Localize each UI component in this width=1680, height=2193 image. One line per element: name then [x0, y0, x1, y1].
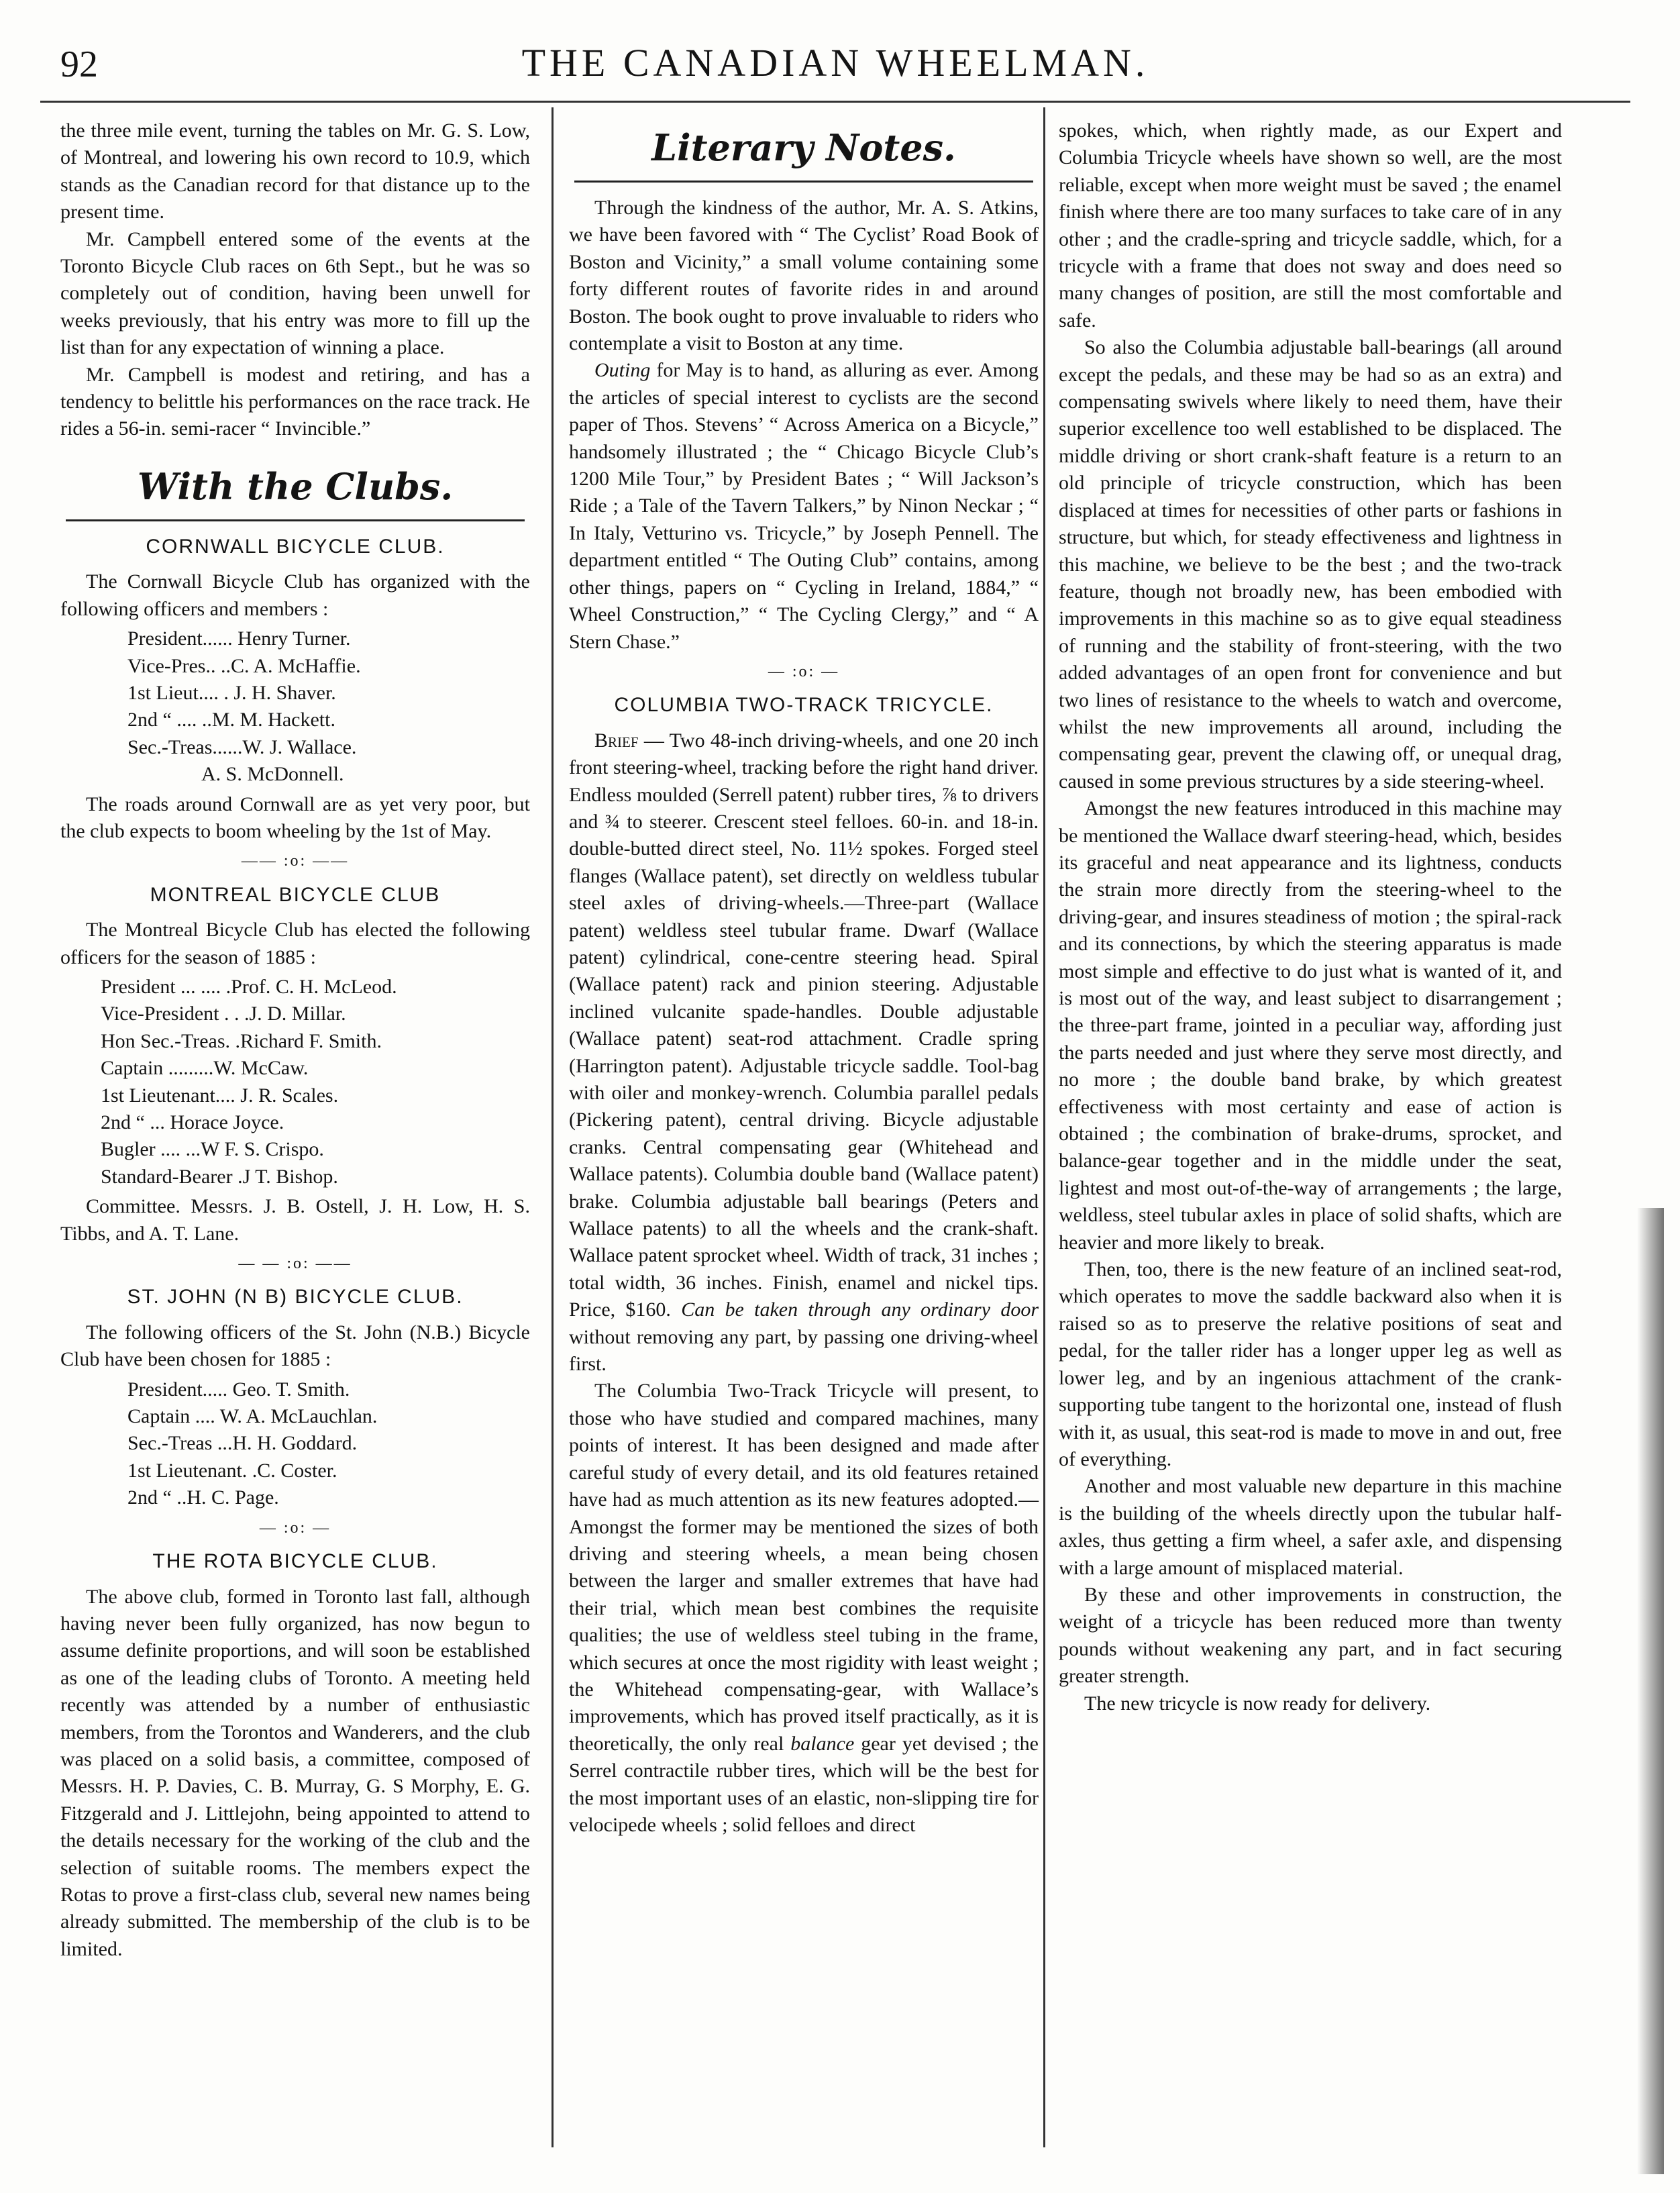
section-rule [574, 181, 1033, 183]
paragraph-text: — Two 48-inch driving-wheels, and one 20 inch front steering-wheel, tracking before the right hand driver. Endless moulded (Serrell patent) rubber tires, ⅞ to drivers and ¾ to steerer. Crescent steel felloes. 60-in. and 18-in. double-butted direct steel, No. 11½ spokes. Forged steel flanges (Wallace patent), set directly on weldless tubular steel axles of driving-wheels.—Three-part (Wallace patent) weldless steel tubular frame. Dwarf (Wallace patent) cylindrical, cone-centre steering head. Spiral (Wallace patent) rack and pinion steering. Adjustable inclined vulcanite spade-handles. Double adjustable (Wallace patent) seat-rod attachment. Cradle spring (Harrington patent). Adjustable tricycle saddle. Tool-bag with oiler and monkey-wrench. Columbia parallel pedals (Pickering patent), central driving. Bicycle adjustable cranks. Central compensating gear (Whitehead and Wallace patents). Columbia double band (Wallace patent) brake. Columbia adjustable ball bearings (Peters and Wallace patents) to all the wheels and the crank-shaft. Wallace patent sprocket wheel. Width of track, 31 inches ; total width, 36 inches. Finish, enamel and nickel tips. Price, $160. [569, 729, 1039, 1321]
column-rule-1 [552, 107, 554, 2147]
paragraph-text: for May is to hand, as alluring as ever. Among the articles of special interest to cyclists are the second paper of Thos. Stevens’ “ Across America on a Bicycle,” handsomely illustrated ; the “ Chicago Bicycle Club’s 1200 Mile Tour,” by President Bates ; “ Will Jackson’s Ride ; a Tale of the Tavern Talkers,” by Ninon Neckar ; “ In Italy, Vetturino vs. Tricycle,” by Joseph Pennell. The department entitled “ The Outing Club” contains, among other things, papers on “ Cycling in Ireland, 1884,” “ Wheel Construction,” “ The Cycling Clergy,” and “ A Stern Chase.” [569, 359, 1039, 653]
column-right [1059, 117, 1562, 1717]
club-intro: The Montreal Bicycle Club has elected the following officers for the season of 1885 : [60, 919, 530, 968]
officer-list [60, 625, 530, 788]
article-paragraph [569, 1378, 1039, 1839]
article-paragraph: Mr. Campbell is modest and retiring, and has a tendency to belittle his performances on the race track. He rides a 56-in. semi-racer “ Invincible.” [60, 363, 530, 440]
officer-entry: Bugler .... ...W F. S. Crispo. [101, 1138, 324, 1161]
article-paragraph: So also the Columbia adjustable ball-bearings (all around except the pedals, and these may be had so as an extra) and compensating swivels where likely to need them, have their superior excellence too well established to be displaced. The middle driving or short crank-shaft feature is a return to an old principle of tricycle construction, which has been displaced at times for necessities of other parts or fashions in structure, but which, for steady effectiveness and lightness in this machine, we believe to be the best ; and the two-track feature, though not broadly new, has been embodied with improvements in this machine so as to give equal steadiness of running and the stability of front-steering, with the two added advantages of an open front for convenience and but two lines of resistance to the wheels to watch and overcome, whilst the new improvements all around, including the compensating gear, prevent the clawing off, or unequal drag, caused in some previous structures by a side steering-wheel. [1059, 336, 1562, 793]
officer-entry: Vice-President . . .J. D. Millar. [101, 1003, 346, 1025]
officer-entry: 2nd “ .... ..M. M. Hackett. [127, 709, 335, 731]
section-heading-clubs: With the Clubs. [137, 464, 454, 508]
masthead [40, 35, 1630, 95]
brief-lead: Brief [594, 729, 639, 752]
club-heading-rota: THE ROTA BICYCLE CLUB. [152, 1550, 438, 1573]
paragraph-text: The Columbia Two-Track Tricycle will present, to those who have studied and compared machines, many points of interest. It has been designed and made after careful study of every detail, and its old features retained have had as much attention as its new features adopted.—Amongst the former may be mentioned the sizes of both driving and steering wheels, a mean being chosen between the larger and smaller extremes that have had their trial, which mean best combines the requisite qualities; the use of weldless steel tubing in the frame, which secures at once the most rigidity with least weight ; the Whitehead compensating-gear, with Wallace’s improvements, which has proved itself practically, as it is theoretically, the only real [569, 1380, 1039, 1755]
officer-entry: Hon Sec.-Treas. .Richard F. Smith. [101, 1029, 382, 1052]
officer-entry: Captain .... W. A. McLauchlan. [127, 1405, 378, 1428]
italic-phrase: Can be taken through any ordinary door [681, 1298, 1039, 1321]
header-rule [40, 101, 1630, 103]
officer-entry: Sec.-Treas ...H. H. Goddard. [127, 1432, 358, 1455]
article-paragraph: Through the kindness of the author, Mr. A. S. Atkins, we have been favored with “ The Cyclist’ Road Book of Boston and Vicinity,” a small volume containing some forty different routes of favorite rides in and around Boston. The book ought to prove invaluable to riders who contemplate a visit to Boston at any time. [569, 197, 1039, 355]
officer-entry: 1st Lieut.... . J. H. Shaver. [127, 681, 336, 704]
magazine-title: Outing [594, 359, 651, 382]
paragraph-text: gear yet devised ; the Serrel contractile rubber tires, which will be the best for the most important uses of an elastic, non-slipping tire for velocipede wheels ; solid felloes and direct [569, 1732, 1039, 1836]
paragraph-text: without removing any part, by passing one driving-wheel first. [569, 1325, 1039, 1376]
officer-entry: President...... Henry Turner. [127, 627, 351, 650]
column-rule-2 [1043, 107, 1045, 2147]
officer-entry: President ... .... .Prof. C. H. McLeod. [101, 975, 397, 998]
officer-entry: Captain .........W. McCaw. [101, 1057, 309, 1080]
officer-entry: Sec.-Treas......W. J. Wallace. [127, 735, 357, 758]
page-number: 92 [60, 44, 98, 85]
separator: — — :o: —— [238, 1255, 352, 1273]
article-paragraph: spokes, which, when rightly made, as our Expert and Columbia Tricycle wheels have shown so well, are the most reliable, except when more weight must be saved ; the enamel finish where there are too many surfaces to take care of in any other ; and the cradle-spring and tricycle saddle, which, for a tricycle with a frame that does not sway and does need so many changes of position, are still the most comfortable and safe. [1059, 119, 1562, 332]
column-left [60, 117, 530, 1963]
separator: — :o: — [768, 662, 840, 680]
officer-entry: A. S. McDonnell. [201, 763, 344, 786]
separator: —— :o: —— [241, 852, 350, 870]
article-heading-columbia: COLUMBIA TWO-TRACK TRICYCLE. [614, 694, 994, 717]
officer-entry: 2nd “ ..H. C. Page. [127, 1486, 279, 1509]
article-paragraph: The new tricycle is now ready for delivery. [1084, 1692, 1431, 1715]
officer-entry: Vice-Pres.. ..C. A. McHaffie. [127, 654, 361, 677]
officer-entry: President..... Geo. T. Smith. [127, 1378, 350, 1400]
article-paragraph: The above club, formed in Toronto last fall, although having never been fully organized, has now begun to assume definite proportions, and will soon be established as one of the leading clubs of Toronto. A meeting held recently was attended by a number of enthusiastic members, from the Torontos and Wanderers, and the club was placed on a solid basis, a committee, composed of Messrs. H. P. Davies, C. B. Murray, G. S Morphy, E. G. Fitzgerald and J. Littlejohn, being appointed to attend to the details necessary for the working of the club and the selection of suitable rooms. The members expect the Rotas to prove a first-class club, several new names being already submitted. The membership of the club is to be limited. [60, 1585, 530, 1960]
officer-entry: 1st Lieutenant.... J. R. Scales. [101, 1084, 339, 1107]
article-paragraph: Then, too, there is the new feature of an inclined seat-rod, which operates to move the saddle backward also when it is raised so as to preserve the relative positions of seat and pedal, for the taller rider has a longer upper leg as well as lower leg, and by an ingenious attachment of the crank-supporting tube tangent to the horizontal one, instead of flush with it, as usual, this seat-rod is made to move in and out, free of everything. [1059, 1258, 1562, 1470]
club-heading-montreal: MONTREAL BICYCLE CLUB [150, 883, 441, 906]
article-paragraph: Amongst the new features introduced in this machine may be mentioned the Wallace dwarf steering-head, which, besides its graceful and neat appearance and its lightness, conducts the strain more directly from the steering-wheel to the driving-gear, and insures steadiness of motion ; the spiral-rack and its connections, by which the steering apparatus is made most simple and effective to do just what is wanted of it, and is most out of the way, and least subject to disarrangement ; the three-part frame, jointed in a peculiar way, affording just the parts needed and just where they serve most directly, and no more ; the double band brake, by which greatest effectiveness with most certainty and ease of action is obtained ; the combination of brake-drums, sprocket, and balance-gear together and in the middle under the seat, lightest and most out-of-the-way of arrangements ; the large, weldless, steel tubular axles in place of solid shafts, which are heavier and more likely to break. [1059, 797, 1562, 1254]
italic-word: balance [790, 1732, 855, 1755]
article-paragraph [569, 357, 1039, 655]
running-title: THE CANADIAN WHEELMAN. [521, 41, 1149, 85]
page-edge-shadow [1637, 1208, 1664, 2174]
section-rule [66, 519, 525, 521]
separator: — :o: — [259, 1519, 331, 1537]
article-paragraph: Mr. Campbell entered some of the events at the Toronto Bicycle Club races on 6th Sept., but he was so completely out of condition, having been unwell for weeks previously, that his entry was more to fill up the list than for any expectation of winning a place. [60, 227, 530, 359]
club-heading-cornwall: CORNWALL BICYCLE CLUB. [146, 535, 445, 558]
article-paragraph [569, 727, 1039, 1378]
officer-entry: 1st Lieutenant. .C. Coster. [127, 1459, 337, 1482]
officer-list [60, 974, 530, 1190]
section-heading-literary-notes: Literary Notes. [651, 126, 956, 169]
club-intro: The following officers of the St. John (N.B.) Bicycle Club have been chosen for 1885 : [60, 1321, 530, 1371]
article-paragraph: the three mile event, turning the tables on Mr. G. S. Low, of Montreal, and lowering his own record to 10.9, which stands as the Canadian record for that distance up to the present time. [60, 119, 530, 223]
article-paragraph: By these and other improvements in construction, the weight of a tricycle has been reduced more than twenty pounds without weakening any part, and in fact securing greater strength. [1059, 1583, 1562, 1688]
club-committee: Committee. Messrs. J. B. Ostell, J. H. Low, H. S. Tibbs, and A. T. Lane. [60, 1195, 530, 1245]
officer-entry: 2nd “ ... Horace Joyce. [101, 1111, 284, 1133]
officer-entry: Standard-Bearer .J T. Bishop. [101, 1165, 338, 1188]
club-closing: The roads around Cornwall are as yet very poor, but the club expects to boom wheeling by the 1st of May. [60, 793, 530, 842]
officer-list [60, 1376, 530, 1512]
column-middle [569, 117, 1039, 1839]
article-paragraph: Another and most valuable new departure in this machine is the building of the wheels directly upon the tubular half-axles, thus getting a firm wheel, a safer axle, and dispensing with a large amount of misplaced material. [1059, 1475, 1562, 1579]
club-intro: The Cornwall Bicycle Club has organized with the following officers and members : [60, 570, 530, 620]
club-heading-st-john: ST. JOHN (N B) BICYCLE CLUB. [127, 1286, 464, 1309]
